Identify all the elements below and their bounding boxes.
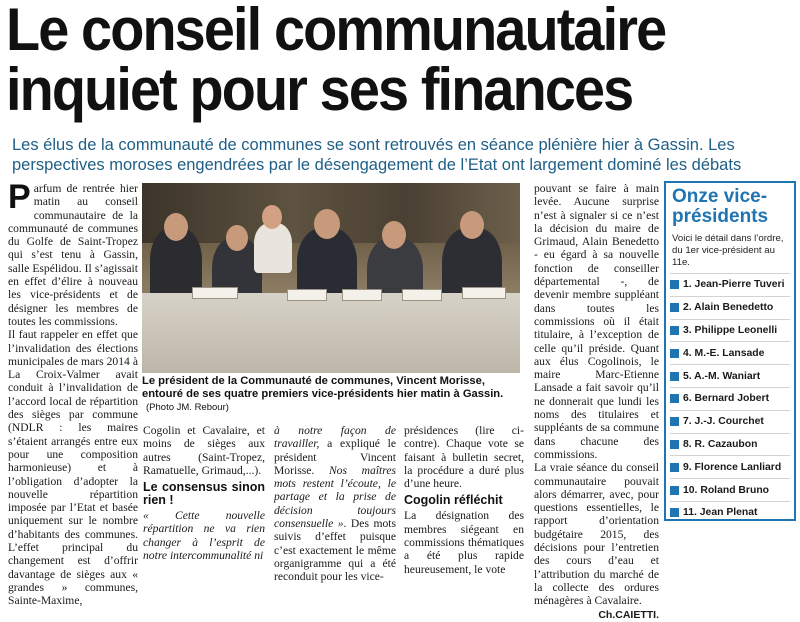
square-bullet-icon (670, 394, 679, 403)
vice-president-name: 9. Florence Lanliard (683, 461, 782, 473)
vice-president-name: 5. A.-M. Waniart (683, 370, 761, 382)
photo-table (142, 293, 520, 373)
photo-face (164, 213, 188, 241)
vice-president-list (666, 273, 794, 524)
article-paragraph (274, 424, 396, 584)
article-column-1 (8, 178, 138, 608)
caption-text: Le président de la Communauté de communes, Vincent Morisse, entouré de ses quatre premiers vice-présidents hier matin à Gassin. (142, 375, 504, 400)
article-standfirst: Les élus de la communauté de communes se sont retrouvés en séance plénière hier à Gassin. Les perspectives moroses engendrées par le désengagement de l’Etat ont largement dominé les débats (12, 136, 742, 174)
photo-face (460, 211, 484, 239)
headline-line-1: Le conseil communautaire (6, 0, 666, 63)
article-paragraph (8, 178, 138, 328)
article-column-2 (143, 424, 265, 562)
vice-president-item (670, 341, 790, 364)
vice-presidents-box (664, 181, 796, 521)
article-paragraph: Il faut rappeler en effet que l’invalidation des élections municipales de mars 2014 à La Croix-Valmer avait conduit à l’invalidation de l’accord local de répartition des sièges par commune (NDLR : les maires s’étaient arrangés entre eux pour une composition harmonieuse) et à l’obligation d’adopter la nouvelle répartition imposée par l’Etat et basée uniquement sur le nombre d’habitants des communes. L’effet principal du changement est d’offrir davantage de sièges aux « grandes » communes, Sainte-Maxime, (8, 328, 138, 608)
square-bullet-icon (670, 349, 679, 358)
vice-president-name: 1. Jean-Pierre Tuveri (683, 279, 785, 291)
quote-text: à notre façon de travailler, (274, 424, 396, 451)
article-column-3 (274, 424, 396, 584)
square-bullet-icon (670, 508, 679, 517)
article-subhead: Cogolin réfléchit (404, 493, 503, 508)
box-intro: Voici le détail dans l’ordre, du 1er vice-président au 11e. (672, 233, 784, 268)
vice-president-item (670, 319, 790, 342)
article-paragraph: La désignation des membres siégeant en commissions thématiques a été plus rapide heureusement, le vote (404, 509, 524, 576)
vice-president-item (670, 364, 790, 387)
photo-caption (142, 375, 522, 414)
photo-nameplate (462, 287, 506, 299)
photo-nameplate (342, 289, 382, 301)
vice-president-item (670, 387, 790, 410)
square-bullet-icon (670, 303, 679, 312)
paragraph-text: a expliqué le président Vincent Morisse. (274, 437, 396, 477)
vice-president-item (670, 296, 790, 319)
article-paragraph: présidences (lire ci-contre). Chaque vote se faisant à bulletin secret, la procédure a duré plus d’une heure. (404, 424, 524, 491)
vice-president-name: 3. Philippe Leonelli (683, 324, 778, 336)
article-paragraph: Cogolin et Cavalaire, et moins de sièges aux autres (Saint-Tropez, Ramatuelle, Grimaud,...). (143, 424, 265, 477)
article-paragraph: pouvant se faire à main levée. Aucune surprise n’est à signaler si ce n’est la décision du maire de Grimaud, Alain Benedetto - eu égard à sa nouvelle fonction de conseiller départemental -, de devenir membre suppléant dans toutes les commissions où il était titulaire, à l’exception de celle qu’il préside. Quant aux élus Cogolinois, le maire Marc-Etienne Lansade a fait savoir qu’il ne donnerait que lundi les noms des titulaires et suppléants de sa commune dans chacune des commissions. (534, 182, 659, 461)
vice-president-name: 2. Alain Benedetto (683, 302, 774, 314)
photo-nameplate (402, 289, 442, 301)
vice-president-name: 7. J.-J. Courchet (683, 416, 764, 428)
photo-face (262, 205, 282, 229)
photo-nameplate (192, 287, 238, 299)
headline-line-2: inquiet pour ses finances (6, 56, 633, 123)
photo-face (226, 225, 248, 251)
drop-cap: P (8, 178, 31, 216)
article-column-4 (404, 424, 524, 576)
vice-president-name: 10. Roland Bruno (683, 484, 770, 496)
photo-credit: (Photo JM. Rebour) (146, 402, 229, 413)
author-signature: Ch.CAIETTI. (598, 608, 659, 621)
vice-president-name: 11. Jean Plenat (683, 507, 758, 519)
box-title: Onze vice-présidents (672, 186, 769, 227)
photo-nameplate (287, 289, 327, 301)
vice-president-name: 8. R. Cazaubon (683, 438, 758, 450)
article-column-5 (534, 182, 659, 622)
vice-president-item (670, 433, 790, 456)
square-bullet-icon (670, 417, 679, 426)
vice-president-item (670, 478, 790, 501)
square-bullet-icon (670, 486, 679, 495)
vice-president-item (670, 501, 790, 524)
vice-president-item (670, 273, 790, 296)
meeting-photo (142, 183, 520, 373)
article-subhead: Le consensus sinon rien ! (143, 480, 265, 508)
article-quote: « Cette nouvelle répartition ne va rien changer à l’esprit de notre intercommunalité ni (143, 509, 265, 563)
paragraph-text: arfum de rentrée hier matin au conseil communautaire de la communauté de communes du Golfe de Saint-Tropez qui s’est tenu à Gassin, salle Espélidou. Il s’agissait en effet d’élire à nouveau les vice-présidents et de désigner les membres de toutes les commissions. (8, 182, 138, 328)
square-bullet-icon (670, 326, 679, 335)
square-bullet-icon (670, 280, 679, 289)
photo-face (314, 209, 340, 239)
square-bullet-icon (670, 440, 679, 449)
vice-president-name: 4. M.-E. Lansade (683, 347, 765, 359)
square-bullet-icon (670, 463, 679, 472)
vice-president-item (670, 455, 790, 478)
photo-figure (254, 223, 292, 273)
photo-face (382, 221, 406, 249)
vice-president-item (670, 410, 790, 433)
article-paragraph: La vraie séance du conseil communautaire pouvait alors démarrer, avec, pour questions essentielles, le rapport d’orientation budgétaire 2015, des décisions pour l’entretien des cours d’eau et l’attribution du marché de la collecte des ordures ménagères à Cavalaire. (534, 461, 659, 608)
vice-president-name: 6. Bernard Jobert (683, 393, 770, 405)
square-bullet-icon (670, 372, 679, 381)
quote-text: Nos maîtres mots restent l’écoute, le partage et la prise de décision toujours consensuelle » (274, 463, 396, 531)
article-headline (6, 0, 741, 123)
paragraph-text: . Des mots suivis d’effet puisque c’est exactement le même organigramme qui a été reconduit pour les vice- (274, 517, 396, 584)
